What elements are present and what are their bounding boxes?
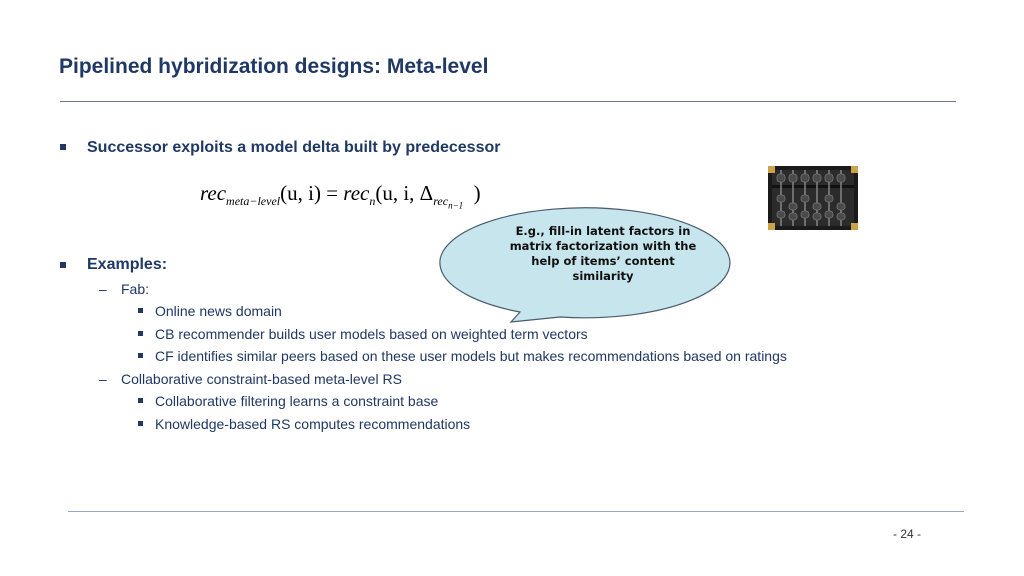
sub-bullet-marker [138, 421, 143, 426]
bullet-marker [60, 262, 66, 268]
sub-bullet-marker [138, 331, 143, 336]
dash-marker: – [99, 371, 107, 387]
example-label: Collaborative constraint-based meta-level RS [121, 371, 402, 387]
meta-level-formula: rec$_{meta-level}$(u, i) = rec$_n$(u, i, $\Delta_{rec_{n-1}}$ ) [200, 181, 481, 211]
sub-bullet-marker [138, 398, 143, 403]
sub-bullet-marker [138, 308, 143, 313]
callout-text: E.g., fill-in latent factors in matrix factorization with the help of items’ content similarity [509, 224, 697, 283]
bullet-successor: Successor exploits a model delta built by predecessor [87, 139, 501, 156]
page-number: - 24 - [893, 527, 922, 541]
sub-bullet-marker [138, 353, 143, 358]
example-label: Fab: [121, 281, 150, 297]
example-item: CF identifies similar peers based on these user models but makes recommendations based on ratings [155, 348, 787, 364]
slide-title: Pipelined hybridization designs: Meta-level [59, 55, 489, 78]
example-item: CB recommender builds user models based on weighted term vectors [155, 326, 588, 342]
example-item: Online news domain [155, 303, 282, 319]
dash-marker: – [99, 281, 107, 297]
footer-divider [68, 511, 964, 512]
example-item: Collaborative filtering learns a constraint base [155, 393, 439, 409]
bullet-examples: Examples: [87, 256, 168, 273]
example-item: Knowledge-based RS computes recommendations [155, 416, 471, 432]
abacus-icon [767, 165, 859, 231]
